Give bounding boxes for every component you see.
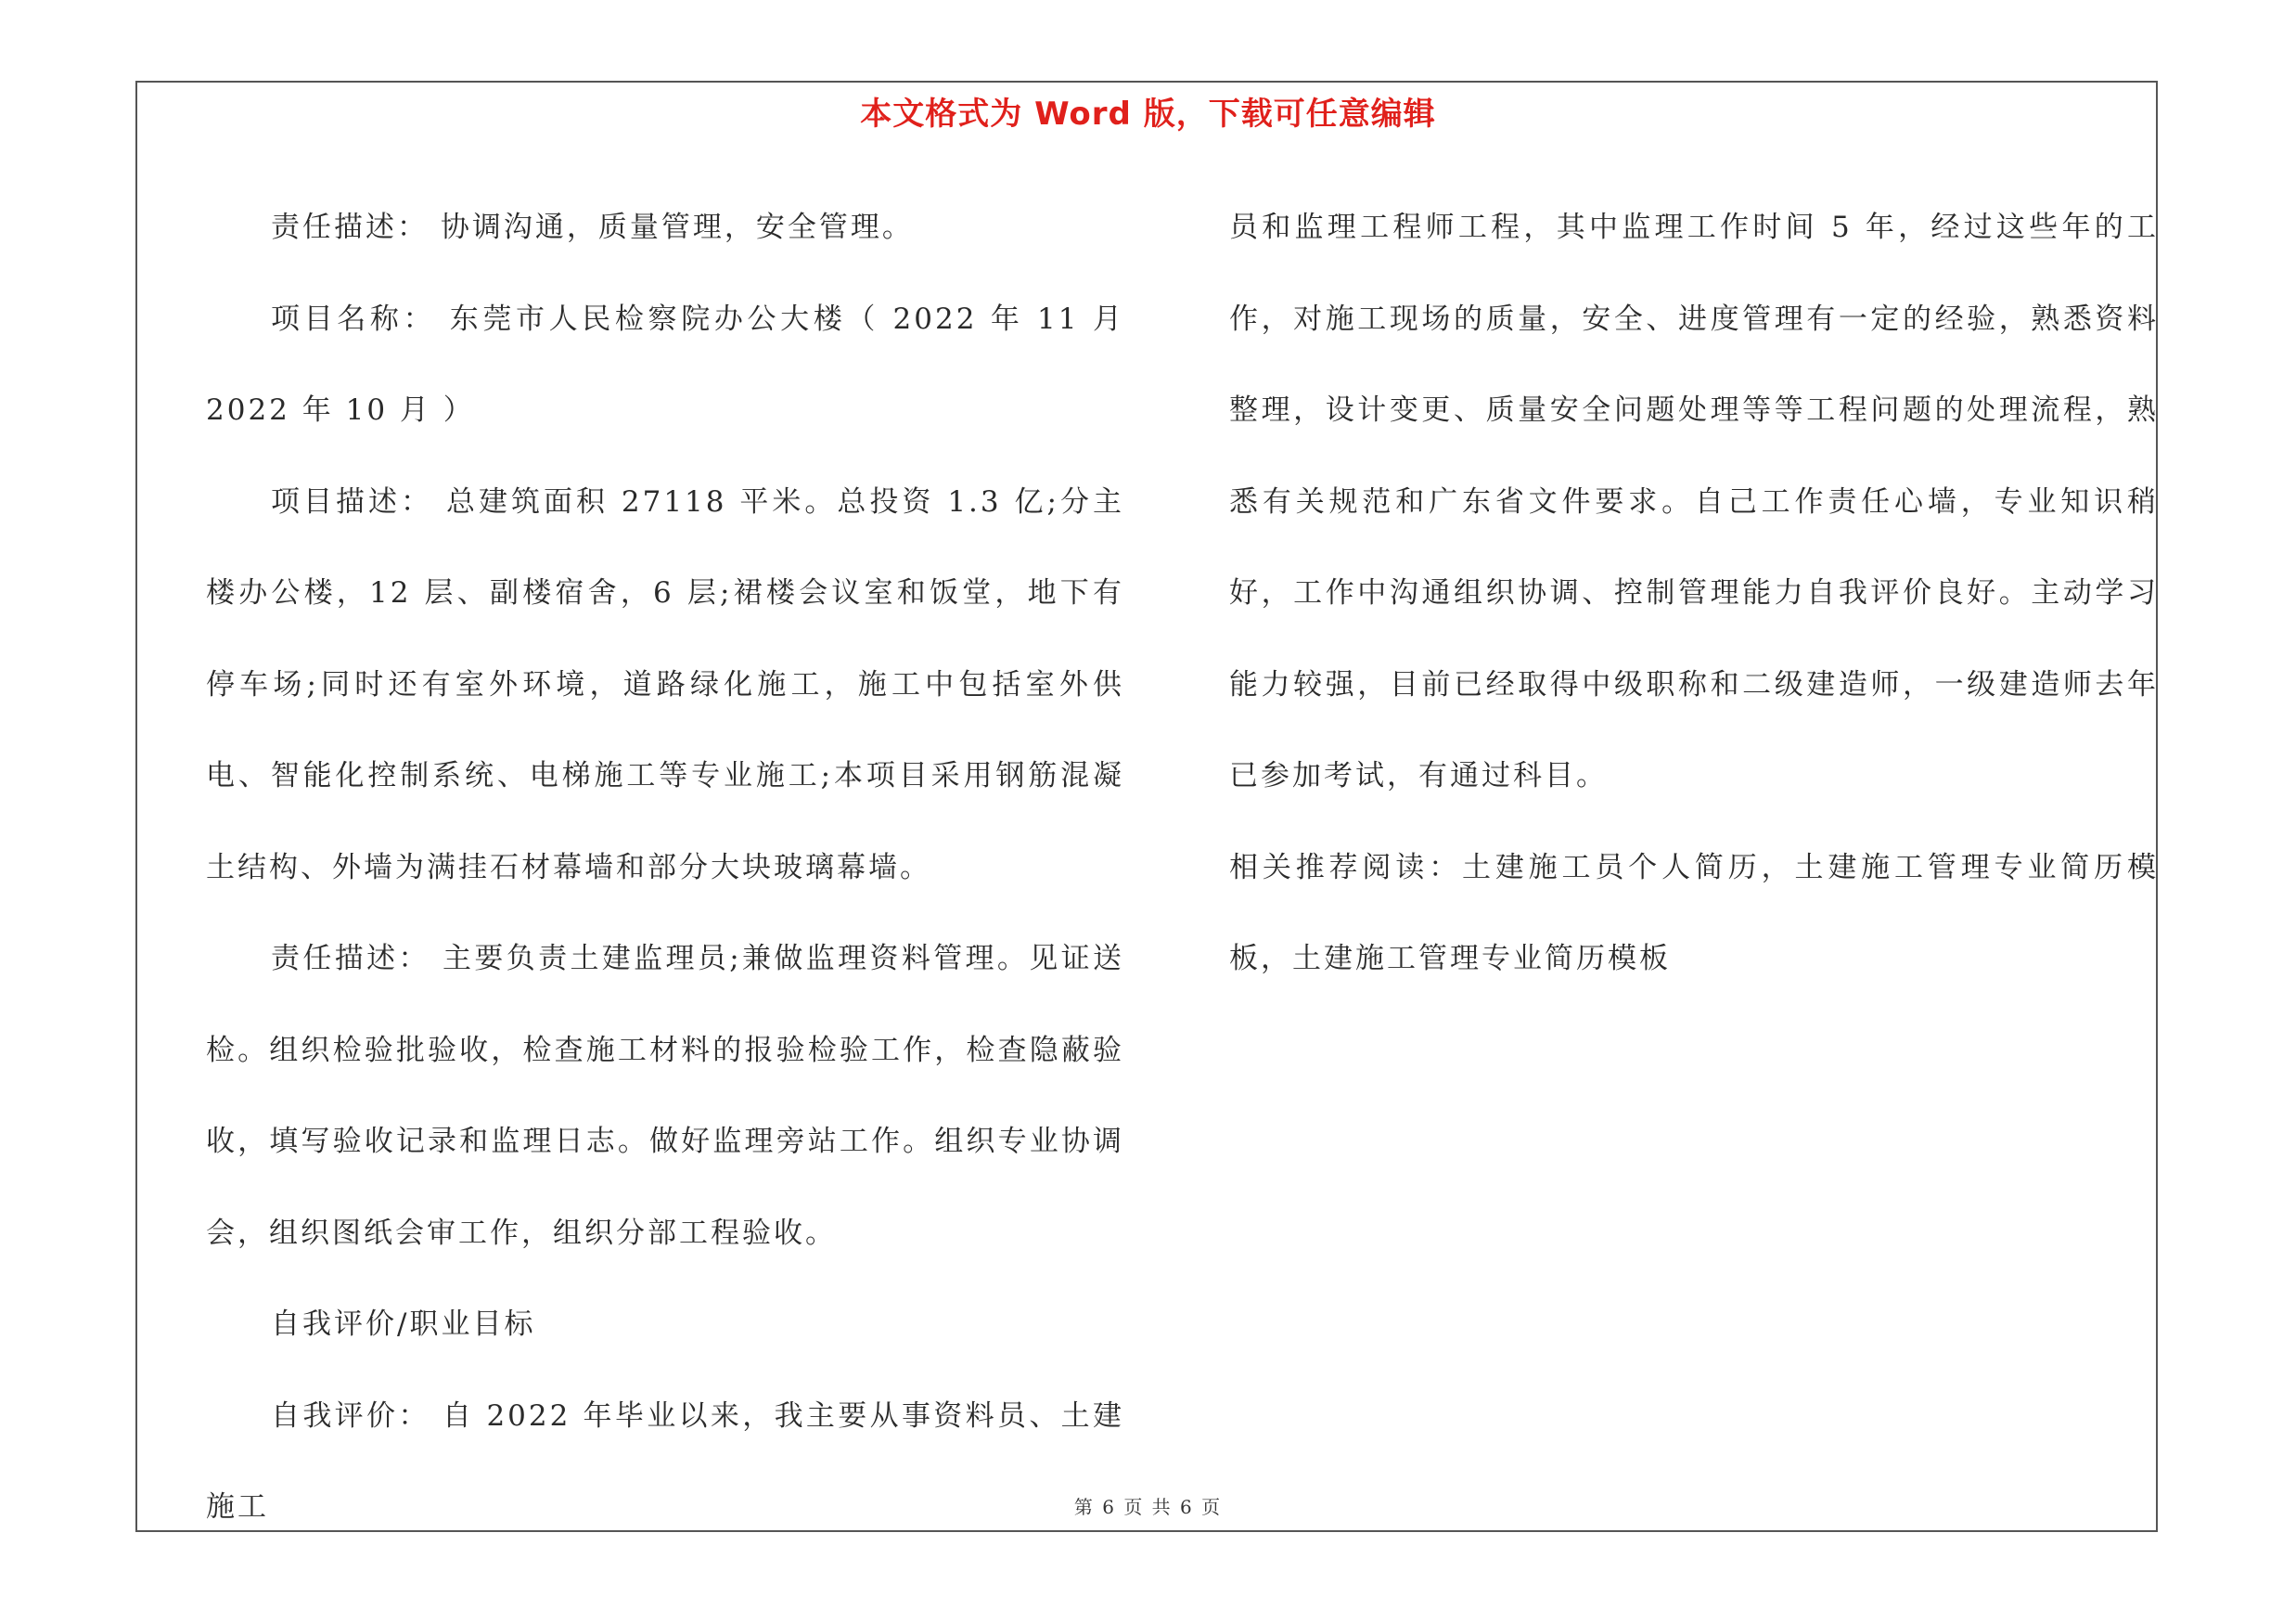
format-banner: 本文格式为 Word 版，下载可任意编辑 bbox=[860, 96, 1436, 133]
right-column bbox=[1229, 182, 2159, 1005]
paragraph-self-evaluation-continued: 员和监理工程师工程，其中监理工作时间 5 年，经过这些年的工作，对施工现场的质量，安全、进度管理有一定的经验，熟悉资料整理，设计变更、质量安全问题处理等等工程问题的处理流程，熟悉有关规范和广东省文件要求。自己工作责任心墙，专业知识稍好，工作中沟通组织协调、控制管理能力自我评价良好。主动学习能力较强，目前已经取得中级职称和二级建造师，一级建造师去年已参加考试，有通过科目。 bbox=[1229, 211, 2159, 792]
section-heading-self-evaluation: 自我评价/职业目标 bbox=[271, 1307, 536, 1341]
page-number-footer: 第 6 页 共 6 页 bbox=[1073, 1496, 1223, 1518]
paragraph-project-description: 项目描述： 总建筑面积 27118 平米。总投资 1.3 亿;分主楼办公楼，12 层、副楼宿舍，6 层;裙楼会议室和饭堂，地下有停车场;同时还有室外环境，道路绿化施工，施工中包括室外供电、智能化控制系统、电梯施工等专业施工;本项目采用钢筋混凝土结构、外墙为满挂石材幕墙和部分大块玻璃幕墙。 bbox=[206, 484, 1124, 884]
paragraph-responsibility-2: 责任描述： 主要负责土建监理员;兼做监理资料管理。见证送检。组织检验批验收，检查施工材料的报验检验工作，检查隐蔽验收，填写验收记录和监理日志。做好监理旁站工作。组织专业协调会，组织图纸会审工作，组织分部工程验收。 bbox=[206, 942, 1124, 1250]
paragraph-self-evaluation-start: 自我评价： 自 2022 年毕业以来，我主要从事资料员、土建施工 bbox=[206, 1398, 1124, 1524]
paragraph-related-reading: 相关推荐阅读：土建施工员个人简历，土建施工管理专业简历模板，土建施工管理专业简历模板 bbox=[1229, 850, 2159, 975]
paragraph-project-name: 项目名称： 东莞市人民检察院办公大楼（ 2022 年 11 月 2022 年 10 月 ） bbox=[206, 302, 1156, 427]
paragraph-responsibility-1: 责任描述： 协调沟通，质量管理，安全管理。 bbox=[271, 211, 914, 244]
